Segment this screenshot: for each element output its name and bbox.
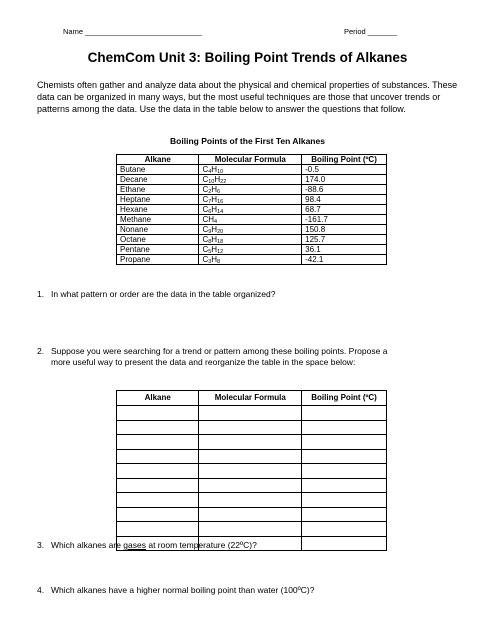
blank-cell[interactable] xyxy=(199,406,302,421)
question-number: 3. xyxy=(37,540,45,550)
formula-h-subscript: 20 xyxy=(217,229,224,235)
table-row xyxy=(117,245,387,255)
formula-h: H xyxy=(211,165,218,174)
formula-h-subscript: 22 xyxy=(220,179,227,185)
table-row xyxy=(117,225,387,235)
table-row xyxy=(117,205,387,215)
formula-h-subscript: 14 xyxy=(217,209,224,215)
formula-c: C xyxy=(202,245,209,254)
question-text-line-2: more useful way to present the data and reorganize the table in the space below: xyxy=(51,357,356,367)
blank-table-row xyxy=(117,464,387,479)
blank-table-row xyxy=(117,493,387,508)
alkane-cell: Decane xyxy=(117,175,199,185)
formula-c-subscript: 6 xyxy=(208,209,212,215)
formula-c: C xyxy=(202,235,209,244)
boiling-point-cell: -42.1 xyxy=(302,255,387,265)
alkane-cell: Methane xyxy=(117,215,199,225)
blank-cell[interactable] xyxy=(117,449,199,464)
table-row xyxy=(117,165,387,175)
boiling-point-cell: -0.5 xyxy=(302,165,387,175)
boiling-point-cell: 68.7 xyxy=(302,205,387,215)
boiling-point-cell: 150.8 xyxy=(302,225,387,235)
table-caption: Boiling Points of the First Ten Alkanes xyxy=(170,136,325,146)
question-text xyxy=(51,540,257,551)
formula-h: H xyxy=(211,185,218,194)
question-number: 4. xyxy=(37,585,45,595)
header-boiling-point: Boiling Point (ºC) xyxy=(302,391,387,406)
header-molecular-formula: Molecular Formula xyxy=(199,391,302,406)
question-text-underlined: gases xyxy=(123,540,146,550)
formula-c-subscript: 9 xyxy=(208,229,212,235)
question-text-after: at room temperature (22ºC)? xyxy=(145,540,257,550)
formula-cell xyxy=(199,235,302,245)
formula-h: H xyxy=(214,175,221,184)
blank-cell[interactable] xyxy=(117,522,199,537)
table-row xyxy=(117,185,387,195)
blank-table-row xyxy=(117,435,387,450)
blank-cell[interactable] xyxy=(302,406,387,421)
alkane-cell: Nonane xyxy=(117,225,199,235)
formula-c: C xyxy=(202,205,209,214)
formula-cell xyxy=(199,185,302,195)
formula-c: C xyxy=(202,255,209,264)
blank-cell[interactable] xyxy=(302,478,387,493)
alkane-cell: Octane xyxy=(117,235,199,245)
formula-c: C xyxy=(202,195,209,204)
blank-cell[interactable] xyxy=(302,522,387,537)
alkane-cell: Heptane xyxy=(117,195,199,205)
blank-table-row xyxy=(117,478,387,493)
blank-cell[interactable] xyxy=(199,464,302,479)
blank-cell[interactable] xyxy=(302,435,387,450)
header-alkane: Alkane xyxy=(117,155,199,165)
blank-table-row xyxy=(117,449,387,464)
blank-cell[interactable] xyxy=(302,449,387,464)
blank-cell[interactable] xyxy=(199,522,302,537)
blank-table-row xyxy=(117,522,387,537)
blank-cell[interactable] xyxy=(302,464,387,479)
boiling-point-cell: 36.1 xyxy=(302,245,387,255)
question-number: 2. xyxy=(37,346,45,356)
formula-h-subscript: 16 xyxy=(217,199,224,205)
intro-paragraph: Chemists often gather and analyze data about the physical and chemical properties of substances. These data can be organized in many ways, but the most useful techniques are those that uncover trends or patterns among the data. Use the data in the table below to answer the questions that follow. xyxy=(37,80,458,114)
formula-h-subscript: 12 xyxy=(217,249,224,255)
blank-cell[interactable] xyxy=(117,507,199,522)
formula-cell xyxy=(199,255,302,265)
formula-c-subscript: 4 xyxy=(208,169,212,175)
blank-cell[interactable] xyxy=(117,493,199,508)
question-text: Which alkanes have a higher normal boiling point than water (100ºC)? xyxy=(51,585,315,595)
formula-cell xyxy=(199,165,302,175)
formula-cell xyxy=(199,195,302,205)
alkane-cell: Butane xyxy=(117,165,199,175)
alkane-cell: Ethane xyxy=(117,185,199,195)
formula-h: H xyxy=(211,255,218,264)
blank-cell[interactable] xyxy=(117,464,199,479)
formula-c-subscript: 7 xyxy=(208,199,212,205)
blank-cell[interactable] xyxy=(117,435,199,450)
alkane-cell: Pentane xyxy=(117,245,199,255)
blank-cell[interactable] xyxy=(302,493,387,508)
question-text-before: Which alkanes are xyxy=(51,540,124,550)
blank-cell[interactable] xyxy=(117,406,199,421)
formula-c-subscript: 3 xyxy=(208,259,212,265)
question-text-line-1: Suppose you were searching for a trend or pattern among these boiling points. Propose a xyxy=(51,346,388,356)
blank-cell[interactable] xyxy=(199,449,302,464)
blank-reorganize-table xyxy=(116,390,387,551)
table-header-row xyxy=(117,155,387,165)
formula-h: H xyxy=(211,225,218,234)
formula-c: C xyxy=(202,175,209,184)
table-header-row xyxy=(117,391,387,406)
table-row xyxy=(117,195,387,205)
formula-h-subscript: 6 xyxy=(217,189,221,195)
name-field-label: Name ____________________________ xyxy=(63,27,202,36)
formula-h: H xyxy=(211,245,218,254)
blank-cell[interactable] xyxy=(199,478,302,493)
formula-h-subscript: 10 xyxy=(217,169,224,175)
blank-cell[interactable] xyxy=(199,420,302,435)
boiling-point-cell: 125.7 xyxy=(302,235,387,245)
blank-cell[interactable] xyxy=(199,435,302,450)
formula-c: C xyxy=(202,215,209,224)
boiling-point-table xyxy=(116,154,387,265)
formula-h-subscript: 18 xyxy=(217,239,224,245)
blank-cell[interactable] xyxy=(199,493,302,508)
table-row xyxy=(117,175,387,185)
header-molecular-formula: Molecular Formula xyxy=(199,155,302,165)
period-field-label: Period _______ xyxy=(344,27,397,36)
formula-cell xyxy=(199,205,302,215)
blank-cell[interactable] xyxy=(302,536,387,551)
alkane-cell: Propane xyxy=(117,255,199,265)
boiling-point-cell: -161.7 xyxy=(302,215,387,225)
table-row xyxy=(117,255,387,265)
header-boiling-point: Boiling Point (ºC) xyxy=(302,155,387,165)
question-text: In what pattern or order are the data in the table organized? xyxy=(51,289,276,299)
formula-cell xyxy=(199,215,302,225)
formula-h: H xyxy=(211,205,218,214)
blank-cell[interactable] xyxy=(199,507,302,522)
formula-cell xyxy=(199,245,302,255)
formula-h-subscript: 8 xyxy=(217,259,221,265)
boiling-point-cell: -88.6 xyxy=(302,185,387,195)
blank-table-row xyxy=(117,406,387,421)
formula-h: H xyxy=(208,215,215,224)
blank-cell[interactable] xyxy=(302,507,387,522)
formula-c: C xyxy=(202,165,209,174)
formula-c: C xyxy=(202,225,209,234)
page-title: ChemCom Unit 3: Boiling Point Trends of Alkanes xyxy=(87,50,408,65)
formula-c-subscript: 5 xyxy=(208,249,212,255)
blank-table-row xyxy=(117,507,387,522)
formula-h: H xyxy=(211,235,218,244)
formula-h: H xyxy=(211,195,218,204)
alkane-cell: Hexane xyxy=(117,205,199,215)
table-row xyxy=(117,215,387,225)
formula-h-subscript: 4 xyxy=(214,219,218,225)
formula-c-subscript: 10 xyxy=(208,179,215,185)
formula-c-subscript: 2 xyxy=(208,189,212,195)
blank-cell[interactable] xyxy=(117,420,199,435)
header-alkane: Alkane xyxy=(117,391,199,406)
blank-table-row xyxy=(117,420,387,435)
formula-cell xyxy=(199,225,302,235)
formula-c-subscript: 8 xyxy=(208,239,212,245)
boiling-point-cell: 98.4 xyxy=(302,195,387,205)
table-row xyxy=(117,235,387,245)
blank-cell[interactable] xyxy=(117,478,199,493)
boiling-point-cell: 174.0 xyxy=(302,175,387,185)
blank-cell[interactable] xyxy=(302,420,387,435)
formula-cell xyxy=(199,175,302,185)
formula-c: C xyxy=(202,185,209,194)
question-number: 1. xyxy=(37,289,45,299)
